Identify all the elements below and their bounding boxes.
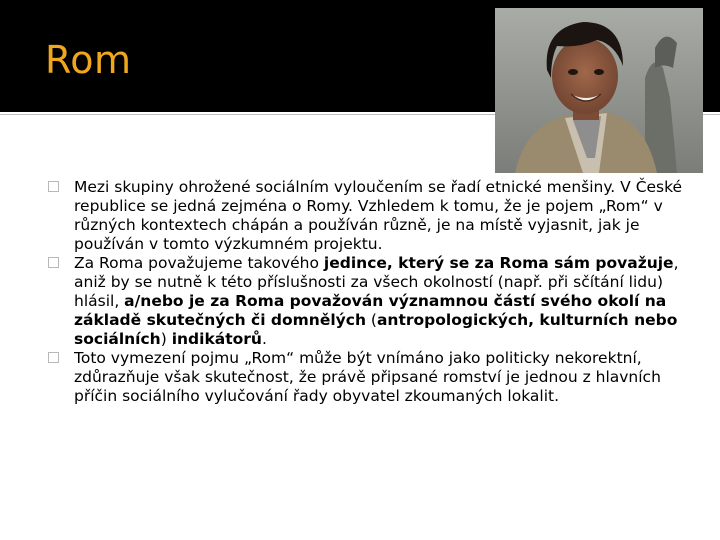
bullet-text: Mezi skupiny ohrožené sociálním vyloučením se řadí etnické menšiny. V České republice se jedná zejména o Romy. Vzhledem k tomu, že je pojem „Rom“ v různých kontextech chápán a používán různě, je na místě vyjasnit, jak je používán v tomto výzkumném projektu. [74,178,683,253]
square-bullet-icon [48,181,59,192]
bullet-text: . [261,330,267,348]
bullet-text: Za Roma považujeme takového [74,254,324,272]
square-bullet-icon [48,352,59,363]
bullet-list [48,178,688,406]
portrait-image [495,8,703,173]
boy-portrait-photo [495,8,703,173]
bullet-text: , aniž by se nutně k této příslušnosti za všech okolností (např. při sčítání lidu) hlásil, [74,254,679,310]
bullet-text: ( [365,311,377,329]
list-item [48,178,688,254]
bold-text: a/nebo je za Roma považován významnou částí svého okolí na základě skutečných či domnělých [74,292,667,329]
bold-text: jedince, který se za Roma sám považuje [323,254,674,272]
list-item [48,254,688,349]
square-bullet-icon [48,257,59,268]
list-item [48,349,688,406]
bold-text: indikátorů [171,330,262,348]
bullet-text: ) [160,330,172,348]
bold-text: antropologických, kulturních nebo sociálních [74,311,678,348]
bullet-text: Toto vymezení pojmu „Rom“ může být vnímáno jako politicky nekorektní, zdůrazňuje však skutečnost, že právě připsané romství je jednou z hlavních příčin sociálního vylučování řady obyvatel zkoumaných lokalit. [74,349,661,405]
slide-title: Rom [45,38,132,82]
